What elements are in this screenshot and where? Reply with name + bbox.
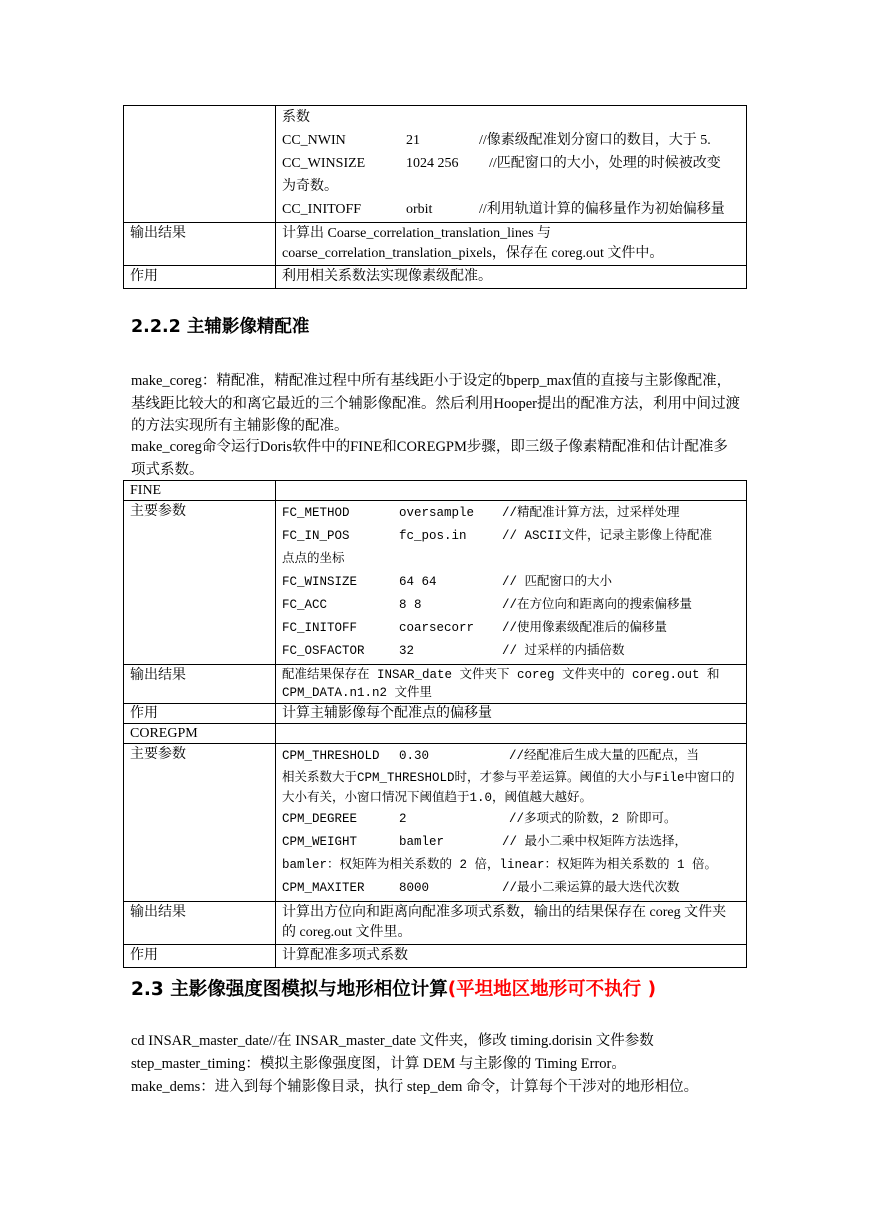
row-value-use: 计算配准多项式系数 (276, 945, 747, 968)
param-fc-method: FC_METHOD oversample //精配准计算方法，过采样处理 (282, 506, 680, 520)
row-value-use: 计算主辅影像每个配准点的偏移量 (276, 704, 747, 724)
paragraph-line: cd INSAR_master_date//在 INSAR_master_date 文件夹，修改 timing.dorisin 文件参数 (131, 1033, 654, 1049)
fine-params-cell (276, 501, 747, 665)
row-label-output: 输出结果 (124, 665, 276, 704)
table-cell-label (124, 106, 276, 223)
param-fc-winsize: FC_WINSIZE 64 64 // 匹配窗口的大小 (282, 575, 613, 589)
section-heading: 2.3 主影像强度图模拟与地形相位计算(平坦地区地形可不执行 ) (131, 979, 657, 1000)
row-label-params: 主要参数 (124, 744, 276, 902)
table-cell-params (276, 106, 747, 223)
param-cpm-threshold: CPM_THRESHOLD 0.30 //经配准后生成大量的匹配点，当 (282, 749, 700, 763)
table-row (124, 481, 747, 501)
row-value-use: 利用相关系数法实现像素级配准。 (276, 266, 747, 289)
param-cpm-weight: CPM_WEIGHT bamler // 最小二乘中权矩阵方法选择， (282, 835, 688, 849)
param-cpm-maxiter: CPM_MAXITER 8000 //最小二乘运算的最大迭代次数 (282, 881, 680, 895)
param-cpm-degree: CPM_DEGREE 2 //多项式的阶数，2 阶即可。 (282, 812, 677, 826)
paragraph: make_coreg命令运行Doris软件中的FINE和COREGPM步骤，即三级子像素精配准和估计配准多项式系数。 (131, 439, 728, 478)
row-label-use: 作用 (124, 945, 276, 968)
row-value-output: 计算出方位向和距离向配准多项式系数，输出的结果保存在 coreg 文件夹的 coreg.out 文件里。 (276, 902, 747, 945)
param-cc-initoff: CC_INITOFF orbit //利用轨道计算的偏移量作为初始偏移量 (282, 202, 725, 217)
table-row (124, 665, 747, 704)
section-heading: 2.2.2 主辅影像精配准 (131, 317, 310, 337)
params-line: 点点的坐标 (282, 552, 345, 566)
table-row (124, 501, 747, 665)
row-label-use: 作用 (124, 266, 276, 289)
section-label-coregpm: COREGPM (124, 724, 276, 744)
table-row (124, 266, 747, 289)
row-label-use: 作用 (124, 704, 276, 724)
row-value-output: 配准结果保存在 INSAR_date 文件夹下 coreg 文件夹中的 coreg.out 和 CPM_DATA.n1.n2 文件里 (276, 665, 747, 704)
row-label-params: 主要参数 (124, 501, 276, 665)
params-line: 系数 (282, 110, 310, 125)
table-row (124, 744, 747, 902)
section-label-fine: FINE (124, 481, 276, 501)
table-row (124, 704, 747, 724)
table-row (124, 902, 747, 945)
param-cc-winsize: CC_WINSIZE 1024 256 //匹配窗口的大小，处理的时候被改变 (282, 156, 721, 171)
param-fc-acc: FC_ACC 8 8 //在方位向和距离向的搜索偏移量 (282, 598, 693, 612)
coarse-coreg-table (123, 105, 747, 289)
param-cpm-threshold-desc: 相关系数大于CPM_THRESHOLD时，才参与平差运算。阈值的大小与File中窗口的大小有关，小窗口情况下阈值趋于1.0，阈值越大越好。 (282, 771, 735, 805)
table-cell (276, 724, 747, 744)
param-fc-in-pos: FC_IN_POS fc_pos.in // ASCII文件，记录主影像上待配准 (282, 529, 713, 543)
table-cell (276, 481, 747, 501)
param-fc-osfactor: FC_OSFACTOR 32 // 过采样的内插倍数 (282, 644, 625, 658)
row-value-output: 计算出 Coarse_correlation_translation_lines 与 coarse_correlation_translation_pixels，保存在 coreg.out 文件中。 (276, 223, 747, 266)
paragraph: make_coreg：精配准，精配准过程中所有基线距小于设定的bperp_max值的直接与主影像配准，基线距比较大的和离它最近的三个辅影像配准。然后利用Hooper提出的配准方法，利用中间过渡的方法实现所有主辅影像的配准。 (131, 373, 740, 434)
coregpm-params-cell (276, 744, 747, 902)
row-label-output: 输出结果 (124, 902, 276, 945)
heading-note: (平坦地区地形可不执行 ) (447, 979, 657, 1000)
params-line: 为奇数。 (282, 179, 338, 194)
paragraph-line: step_master_timing：模拟主影像强度图，计算 DEM 与主影像的 Timing Error。 (131, 1056, 626, 1072)
table-row (124, 106, 747, 223)
row-label-output: 输出结果 (124, 223, 276, 266)
table-row (124, 945, 747, 968)
param-fc-initoff: FC_INITOFF coarsecorr //使用像素级配准后的偏移量 (282, 621, 668, 635)
param-cc-nwin: CC_NWIN 21 //像素级配准划分窗口的数目，大于 5. (282, 133, 711, 148)
fine-coregpm-table (123, 480, 747, 968)
table-row (124, 223, 747, 266)
param-cpm-weight-desc: bamler：权矩阵为相关系数的 2 倍，linear：权矩阵为相关系数的 1 倍。 (282, 858, 718, 872)
paragraph-line: make_dems：进入到每个辅影像目录，执行 step_dem 命令，计算每个干涉对的地形相位。 (131, 1079, 699, 1095)
table-row (124, 724, 747, 744)
